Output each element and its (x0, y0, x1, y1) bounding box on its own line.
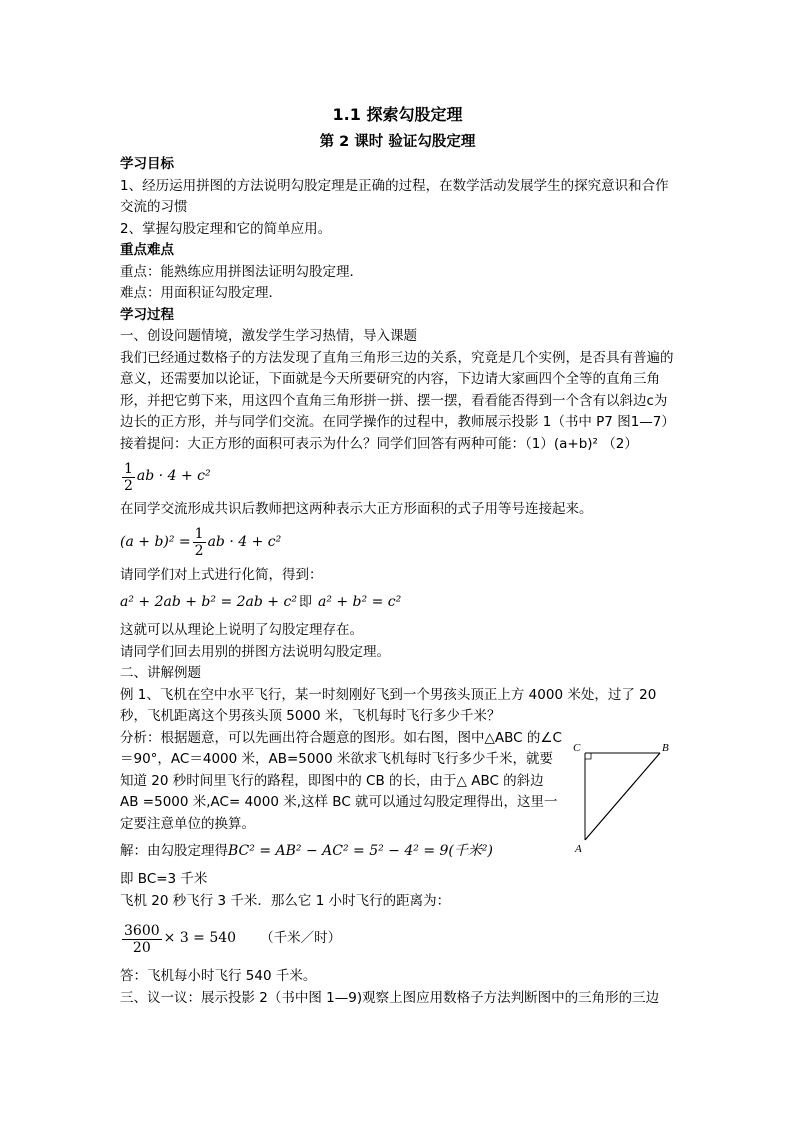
example-1: 例 1、飞机在空中水平飞行，某一时刻刚好飞到一个男孩头顶正上方 4000 米处，过了 20 秒，飞机距离这个男孩头顶 5000 米，飞机每时飞行多少千米？ (120, 686, 657, 724)
solution-fly: 飞机 20 秒飞行 3 千米．那么它 1 小时飞行的距离为： (120, 892, 451, 909)
analysis-paragraph: 分析：根据题意，可以先画出符合题意的图形。如右图，图中△ABC 的∠C＝90°，AC＝4000 米，AB=5000 米欲求飞机每时飞行多少千米，就要知道 20 秒时间里飞行的路程，即图中的 CB 的长，由于△ ABC 的斜边 AB =5000 米,AC= 4000 米,这样 BC 就可以通过勾股定理得出，这里一定要注意单位的换算。 (120, 729, 562, 832)
doc-title: 1.1 探索勾股定理 (332, 105, 463, 124)
document-page (120, 100, 675, 1009)
solution-bc: 即 BC=3 千米 (120, 871, 208, 887)
section-1-title: 一、创设问题情境，激发学生学习热情，导入课题 (120, 328, 417, 344)
segment-ab (585, 753, 660, 840)
section-1-paragraph: 我们已经通过数格子的方法发现了直角三角形三边的关系，究竟是几个实例，是否具有普遍的意义，还需要加以论证，下面就是今天所要研究的内容，下边请大家画四个全等的直角三角形，并把它剪下来，用这四个直角三角形拼一拼、摆一摆，看看能否得到一个含有以斜边c为边长的正方形，并与同学们交流。在同学操作的过程中，教师展示投影 1（书中 P7 图1—7）接着提问：大正方形的面积可表示为什么？同学们回答有两种可能：（1）(a+b)² （2） (120, 349, 675, 452)
vertex-label-b: B (662, 741, 669, 754)
vertex-label-a: A (575, 842, 582, 855)
goals-heading: 学习目标 (120, 156, 174, 172)
section-3: 三、议一议：展示投影 2（书中图 1—9)观察上图应用数格子方法判断图中的三角形的三边 (120, 989, 660, 1006)
answer: 答：飞机每小时飞行 540 千米。 (120, 968, 317, 984)
solution-equation: BC² = AB² − AC² = 5² − 4² = 9(千米²) (228, 843, 493, 860)
paragraph-equal: 在同学交流形成共识后教师把这两种表示大正方形面积的式子用等号连接起来。 (120, 501, 593, 517)
fraction-speed: $\frac{3600}{20}$ (124, 922, 160, 956)
paragraph-simplify: 请同学们对上式进行化简，得到： (120, 566, 323, 583)
paragraph-theory: 这就可以从理论上说明了勾股定理存在。 (120, 622, 363, 638)
solution-line: 解：由勾股定理得 BC² = AB² − AC² = 5² − 4² = 9(千米²) (120, 835, 675, 869)
fraction-half: $\frac{1}{2}$ (194, 526, 204, 559)
vertex-label-c: C (573, 741, 581, 754)
key-heading: 重点难点 (120, 242, 174, 258)
speed-equation: $\frac{3600}{20}$ × 3 = 540 （千米／时） (124, 922, 342, 956)
equation-equal: (a + b)² = $\frac{1}{2}$ ab · 4 + c² (120, 526, 282, 559)
speed-unit: （千米／时） (260, 930, 342, 947)
goal-1: 1、经历运用拼图的方法说明勾股定理是正确的过程，在数学活动发展学生的探究意识和合作交流的习惯 (120, 177, 669, 215)
section-2-title: 二、讲解例题 (120, 665, 201, 681)
fraction-half: $\frac{1}{2}$ (124, 460, 133, 494)
difficulty: 难点：用面积证勾股定理． (120, 285, 282, 301)
area-formula-2: $\frac{1}{2}$ ab · 4 + c² (124, 460, 211, 494)
key-point: 重点：能熟练应用拼图法证明勾股定理． (120, 263, 363, 280)
triangle-figure (565, 725, 675, 855)
process-heading: 学习过程 (120, 306, 174, 323)
paragraph-other: 请同学们回去用别的拼图方法说明勾股定理。 (120, 643, 390, 660)
right-angle-mark (585, 753, 591, 759)
equation-simplified: a² + 2ab + b² = 2ab + c² 即 a² + b² = c² (120, 594, 402, 611)
goal-2: 2、掌握勾股定理和它的简单应用。 (120, 220, 332, 237)
doc-subtitle: 第 2 课时 验证勾股定理 (319, 134, 476, 150)
